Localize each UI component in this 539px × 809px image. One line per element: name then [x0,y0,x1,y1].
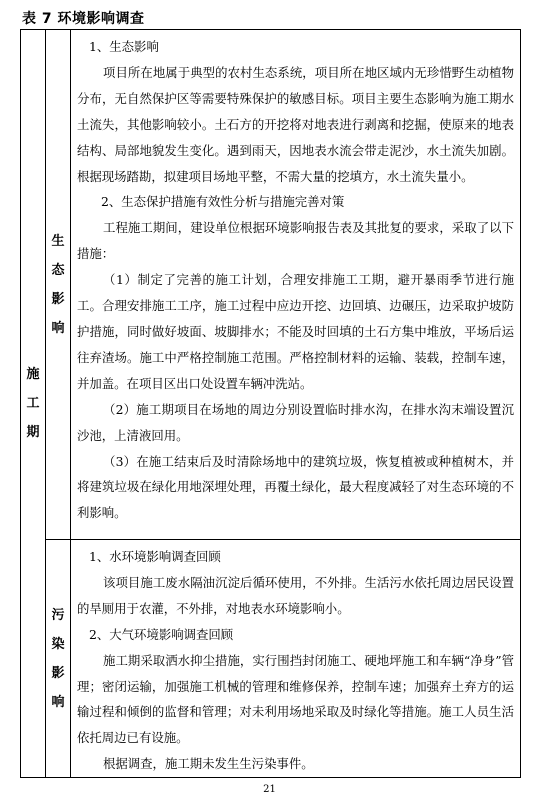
page-number: 21 [263,784,276,795]
paragraph: （1）制定了完善的施工计划，合理安排施工工期，避开暴雨季节进行施工。合理安排施工工序，施工过程中应边开挖、边回填、边碾压，边采取护坡防护措施，同时做好坡面、坡脚排水；不能及时回填的土石方集中堆放，平场后运往弃渣场。施工中严格控制施工范围。严格控制材料的运输、装载，控制车速，并加盖。在项目区出口处设置车辆冲洗站。 [77,272,514,391]
subheading: 2、大气环境影响调查回顾 [89,626,234,642]
paragraph: （2）施工期项目在场地的周边分别设置临时排水沟，在排水沟末端设置沉沙池，上清液回用。 [77,401,514,443]
paragraph: 工程施工期间，建设单位根据环境影响报告表及其批复的要求，采取了以下措施： [77,220,514,262]
paragraph: 项目所在地属于典型的农村生态系统，项目所在地区域内无珍惜野生动植物分布，无自然保护区等需要特殊保护的敏感目标。项目主要生态影响为施工期水土流失，其他影响较小。土石方的开挖将对地表进行剥离和挖掘，使原来的地表结构、局部地貌发生变化。遇到雨天，因地表水流会带走泥沙，水土流失加剧。根据现场踏勘，拟建项目场地平整，不需大量的挖填方，水土流失量小。 [77,64,514,184]
section-content-pollution [71,540,521,778]
paragraph: 施工期采取洒水抑尘措施，实行围挡封闭施工、硬地坪施工和车辆“净身”管理；密闭运输，加强施工机械的管理和维修保养，控制车速；加强弃土弃方的运输过程和倾倒的监督和管理；对未利用场地采取及时绿化等措施。施工人员生活依托周边已有设施。 [77,652,514,746]
period-label-cell [21,30,46,778]
subheading: 2、生态保护措施有效性分析与措施完善对策 [101,194,345,210]
subheading: 1、生态影响 [89,39,159,54]
section-label-cell-pollution [46,540,71,778]
section-label-pollution: 污染影响 [51,607,65,710]
table-title: 表 7 环境影响调查 [22,11,145,27]
section-label-ecology: 生态影响 [51,233,65,336]
environment-impact-table [20,29,521,778]
section-content-ecology [71,30,521,540]
section-label-cell-ecology [46,30,71,540]
paragraph: （3）在施工结束后及时清除场地中的建筑垃圾，恢复植被或种植树木，并将建筑垃圾在绿化用地深埋处理，再覆土绿化，最大程度减轻了对生态环境的不利影响。 [77,453,514,521]
paragraph: 根据调查，施工期未发生生污染事件。 [103,756,314,772]
paragraph: 该项目施工废水隔油沉淀后循环使用，不外排。生活污水依托周边居民设置的旱厕用于农灌，不外排，对地表水环境影响小。 [77,574,514,616]
period-label: 施工期 [26,367,40,441]
subheading: 1、水环境影响调查回顾 [89,549,221,564]
